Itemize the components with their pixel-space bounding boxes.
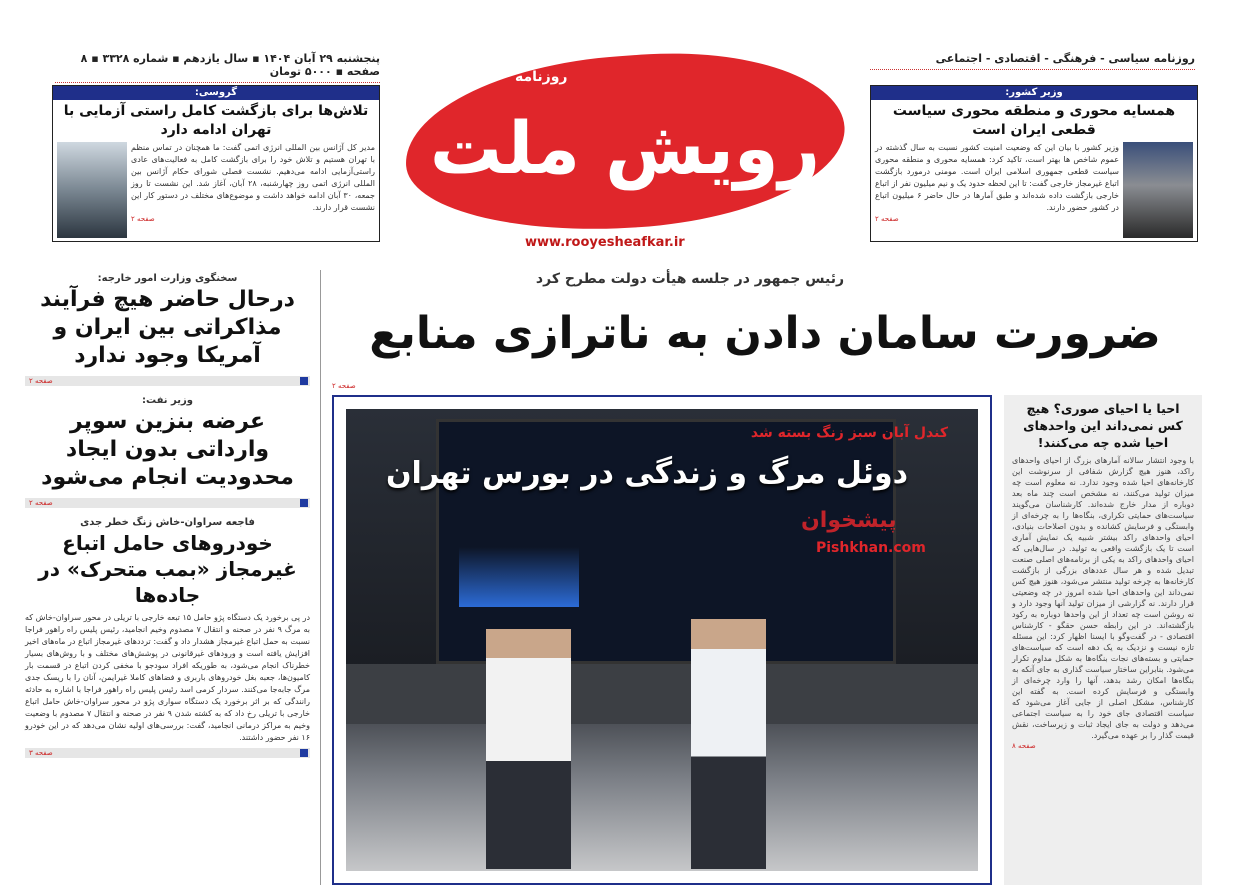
kicker: وزیر کشور: <box>871 86 1197 100</box>
issue-info: پنجشنبه ۲۹ آبان ۱۴۰۴ ▪ سال یازدهم ▪ شماره ۳۳۲۸ ▪ ۸ صفحه ▪ ۵۰۰۰ تومان <box>55 52 380 83</box>
photo-headline[interactable]: دوئل مرگ و زندگی در بورس تهران <box>385 456 908 491</box>
top-right-article <box>870 85 1198 242</box>
left-article-3 <box>25 516 310 758</box>
photo-minister <box>1123 142 1193 238</box>
page-ref: صفحه ۲ <box>875 215 899 223</box>
bullet-square-icon <box>300 499 308 507</box>
watermark-url: Pishkhan.com <box>816 540 926 556</box>
bullet-square-icon <box>300 749 308 757</box>
right-article <box>1004 395 1202 885</box>
watermark-logo: پیشخوان <box>801 508 897 533</box>
tagline: روزنامه سیاسی - فرهنگی - اقتصادی - اجتماعی <box>870 52 1195 70</box>
main-headline[interactable]: ضرورت سامان دادن به ناترازی منابع <box>369 308 1161 359</box>
page-ref: صفحه ۸ <box>1012 742 1036 750</box>
left-article-2 <box>25 394 310 508</box>
website-link[interactable]: www.rooyesheafkar.ir <box>525 235 685 250</box>
masthead-logo <box>405 48 845 238</box>
page-ref: صفحه ۲ <box>131 215 155 223</box>
logo-small: روزنامه <box>515 69 568 85</box>
top-left-article <box>52 85 380 242</box>
kicker: سخنگوی وزارت امور خارجه: <box>97 273 238 284</box>
headline[interactable]: همسایه محوری و منطقه محوری سیاست قطعی ایران است <box>892 103 1176 138</box>
column-divider <box>320 270 321 885</box>
kicker: فاجعه سراوان-خاش زنگ خطر جدی <box>80 517 255 528</box>
article-body: وزیر کشور با بیان این که وضعیت امنیت کشور نسبت به سال گذشته در عموم شاخص ها بهتر است، تاکید کرد: همسایه محوری و منطقه محوری سیاست قطعی جمهوری اسلامی ایران است. مومنی درمورد بازگشت اتباع غیرمجاز خارجی گفت: تا این لحظه حدود یک و نیم میلیون نفر از اتباع خارجی بازگشت داده شده‌اند و طبق آمارها در حال حاضر ۶ میلیون اتباع در کشور حضور دارند. <box>875 143 1119 212</box>
bullet-square-icon <box>300 377 308 385</box>
photo-grossi <box>57 142 127 238</box>
page-ref: صفحه ۲ <box>29 499 53 507</box>
headline[interactable]: عرضه بنزین سوپر وارداتی بدون ایجاد محدودیت انجام می‌شود <box>41 409 294 490</box>
stock-exchange-photo[interactable] <box>346 409 978 871</box>
article-body: مدیر کل آژانس بین المللی انرژی اتمی گفت: ما همچنان در تماس منظم با تهران هستیم و تلاش خود را برای بازگشت کامل به فعالیت‌های عادی راستی‌آزمایی ادامه می‌دهیم. نشست فصلی شورای حکام آژانس بین المللی انرژی اتمی روز چهارشنبه، ۲۸ آبان، آغاز شد. این نشست تا روز جمعه، ۳۰ آبان ادامه خواهد داشت و موضوع‌های مختلف در دستور کار این نشست قرار دارند. <box>131 143 375 212</box>
left-column <box>25 272 310 758</box>
kicker: وزیر نفت: <box>142 395 193 406</box>
logo-text: رویش ملت <box>429 106 821 190</box>
photo-frame <box>332 395 992 885</box>
main-kicker: رئیس جمهور در جلسه هیأت دولت مطرح کرد <box>535 271 845 287</box>
headline[interactable]: خودروهای حامل اتباع غیرمجاز «بمب متحرک» در جاده‌ها <box>38 531 297 607</box>
headline[interactable]: درحال حاضر هیچ فرآیند مذاکراتی بین ایران و آمریکا وجود ندارد <box>40 287 295 368</box>
kicker: گروسی: <box>53 86 379 100</box>
person-right <box>691 619 766 869</box>
left-article-1 <box>25 272 310 386</box>
main-page-ref: صفحه ۲ <box>332 382 356 390</box>
page-ref: صفحه ۳ <box>29 749 53 757</box>
headline[interactable]: احیا یا احیای صوری؟ هیچ کس نمی‌داند این واحدهای احیا شده چه می‌کنند! <box>1023 401 1183 450</box>
photo-kicker: کندل آبان سبز زنگ بسته شد <box>750 425 948 441</box>
article-body: با وجود انتشار سالانه آمارهای بزرگ از احیای واحدهای راکد، هنوز هیچ گزارش شفافی از سرنوشت این کارخانه‌های احیا شده وجود ندارد. نه معلوم است چه میزان تولید می‌کنند، نه مشخص است چند ماه بعد دوباره از مدار خارج شده‌اند. کارشناسان می‌گویند سیاست‌های حمایتی تکراری، بنگاه‌ها را به چرخه‌ای از وابستگی و فرسایش کشانده و بدون اصلاحات بنیادی، احیای واحدهای راکد بیشتر شبیه یک نمایش آماری است تا یک بازگشت واقعی به تولید. در سال‌هایی که احیای واحدهای راکد به یکی از برنامه‌های اصلی صنعت تبدیل شده و هر سال عددهای بزرگی از بازگشت کارخانه‌ها به چرخه تولید منتشر می‌شود، هنوز هیچ کس نمی‌داند این واحدهای احیا شده امروز در چه وضعیتی قرار دارند. نه گزارشی از میزان تولید آنها وجود دارد و نه روشن است چه تعداد از این واحدها دوباره به رکود بازگشته‌اند. در این رابطه حسن حقگو - کارشناس اقتصادی - در گفت‌وگو با ایسنا اظهار کرد: این مسئله تازه نیست و نزدیک به یک دهه است که سیاست‌های حمایتی و بسته‌های نجات بنگاه‌ها به شکل مداوم تکرار می‌شود. بنابراین ساختار سیاست گذاری به جای آنکه به بنگاه‌ها امکان رشد بدهد، آنها را وارد چرخه‌ای از وابستگی و فرسایش کرده است. به گفته این کارشناس، مشکل اصلی از جایی آغاز می‌شود که سیاست اقتصادی جای خود را به سیاست اجتماعی می‌دهد و دولت به جای ایجاد ثبات و زیرساخت، نقش قیمت گذار را بر عهده می‌گیرد. <box>1012 456 1194 740</box>
page-ref: صفحه ۲ <box>29 377 53 385</box>
person-left <box>486 629 571 869</box>
article-body: در پی برخورد یک دستگاه پژو حامل ۱۵ تبعه خارجی با تریلی در محور سراوان-خاش که به مرگ ۹ نفر در صحنه و انتقال ۷ مصدوم وخیم انجامید، رئیس پلیس راه راهور فراجا نسبت به حمل اتباع غیرمجاز هشدار داد و گفت: ترددهای غیرمجاز اتباع در ماه‌های اخیر افزایش یافته است و ورودهای غیرقانونی در پوشش‌های مختلف و با روش‌های بسیار خطرناک انجام می‌شود، به طوریکه افراد سودجو با مخفی کردن اتباع در قسمت بار کامیون‌ها، جعبه بغل خودروهای باربری و فضاهای کاملا غیرایمن، آنان را با ریسک جدی مرگ جابه‌جا می‌کنند. سردار کرمی اسد رئیس پلیس راه راهور فراجا با اشاره به حادثه رانندگی که بر اثر برخورد یک دستگاه سواری پژو در محور سراوان-خاش حامل اتباع خارجی با تریلی رخ داد که به کشته شدن ۹ نفر در صحنه و انتقال ۷ مصدوم با وضعیت وخیم به مراکز درمانی انجامید، گفت: بررسی‌های اولیه نشان می‌دهد که در این خودرو ۱۶ نفر حضور داشتند. <box>25 613 311 742</box>
headline[interactable]: تلاش‌ها برای بازگشت کامل راستی آزمایی با تهران ادامه دارد <box>63 103 369 138</box>
